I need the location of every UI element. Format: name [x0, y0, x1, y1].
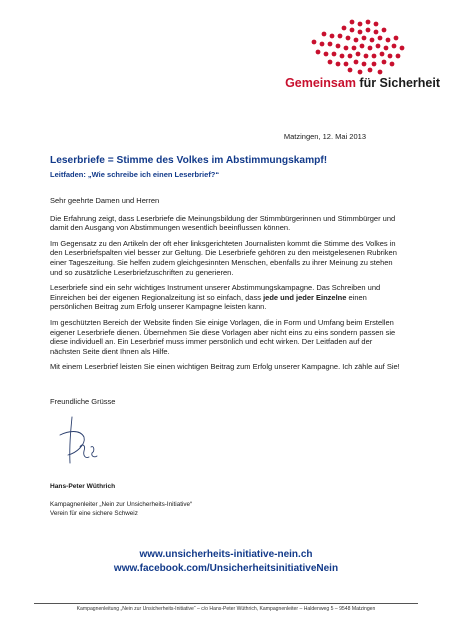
organization-logo [262, 18, 440, 100]
paragraph-3 [50, 283, 404, 312]
website-link[interactable]: www.unsicherheits-initiative-nein.ch [139, 549, 313, 560]
paragraph-2: Im Gegensatz zu den Artikeln der oft eher linksgerichteten Journalisten kommt die Stimme des Volkes in den Leserbriefspalten viel besser zur Geltung. Die Leserbriefe gehören zu den meistgelesenen Rubriken einer Tageszeitung. Sie helfen zudem gleichgesinnten Menschen, ebenfalls zu ihrer Meinung zu stehen und so zusätzliche Leserbriefzuschriften zu generieren. [50, 238, 397, 277]
campaign-links [0, 548, 452, 576]
letter-date: Matzingen, 12. Mai 2013 [283, 132, 366, 141]
footer-divider [34, 603, 418, 604]
letter-title: Leserbriefe = Stimme des Volkes im Abstimmungskampf! [50, 155, 328, 166]
logo-mark-icon [300, 18, 410, 76]
closing: Freundliche Grüsse [50, 397, 116, 406]
paragraph-1: Die Erfahrung zeigt, dass Leserbriefe die Meinungsbildung der Stimmbürgerinnen und Stimmbürger und damit den Ausgang von Abstimmungen wesentlich beeinflussen können. [50, 213, 396, 233]
greeting: Sehr geehrte Damen und Herren [50, 196, 160, 205]
facebook-link[interactable]: www.facebook.com/UnsicherheitsinitiativeNein [113, 563, 339, 574]
paragraph-3-text-start: Leserbriefe sind ein sehr wichtiges Instrument unserer Abstimmungskampagne. Das Schreiben und Einreichen bei der eigenen Regionalzeitung ist so einfach, dass [50, 283, 381, 302]
paragraph-3-emphasis: jede und jeder Einzelne [263, 292, 347, 302]
paragraph-3-text-end: einen persönlichen Beitrag zum Erfolg unserer Kampagne leisten kann. [50, 292, 367, 312]
letter-body [50, 196, 404, 378]
paragraph-5: Mit einem Leserbrief leisten Sie einen wichtigen Beitrag zum Erfolg unserer Kampagne. Ich zähle auf Sie! [50, 362, 400, 372]
letter-subtitle: Leitfaden: „Wie schreibe ich einen Leserbrief?“ [50, 170, 220, 179]
paragraph-4: Im geschützten Bereich der Website finden Sie einige Vorlagen, die in Form und Umfang beim Erstellen eigener Leserbriefe dienen. Übernehmen Sie diese Vorlagen aber nicht eins zu eins sondern passen sie diese individuell an. Ein Leserbrief muss immer persönlich und echt wirken. Der Leitfaden auf der nächsten Seite dient Ihnen als Hilfe. [50, 317, 396, 356]
signer-name: Hans-Peter Wüthrich [50, 483, 116, 490]
logo-text [262, 76, 440, 90]
signer-role-line-1: Kampagnenleiter „Nein zur Unsicherheits-Initiative“ [50, 501, 193, 508]
logo-name-part1: Gemeinsam [285, 76, 356, 90]
logo-name-part2: für Sicherheit [359, 76, 440, 90]
handwritten-signature [58, 413, 102, 475]
signer-role-line-2: Verein für eine sichere Schweiz [50, 510, 138, 517]
signer-role [50, 500, 192, 518]
footer-address: Kampagnenleitung „Nein zur Unsicherheits-Initiative“ – c/o Hans-Peter Wüthrich, Kampagnenleiter – Haldenweg 5 – 9548 Matzingen [76, 606, 376, 612]
